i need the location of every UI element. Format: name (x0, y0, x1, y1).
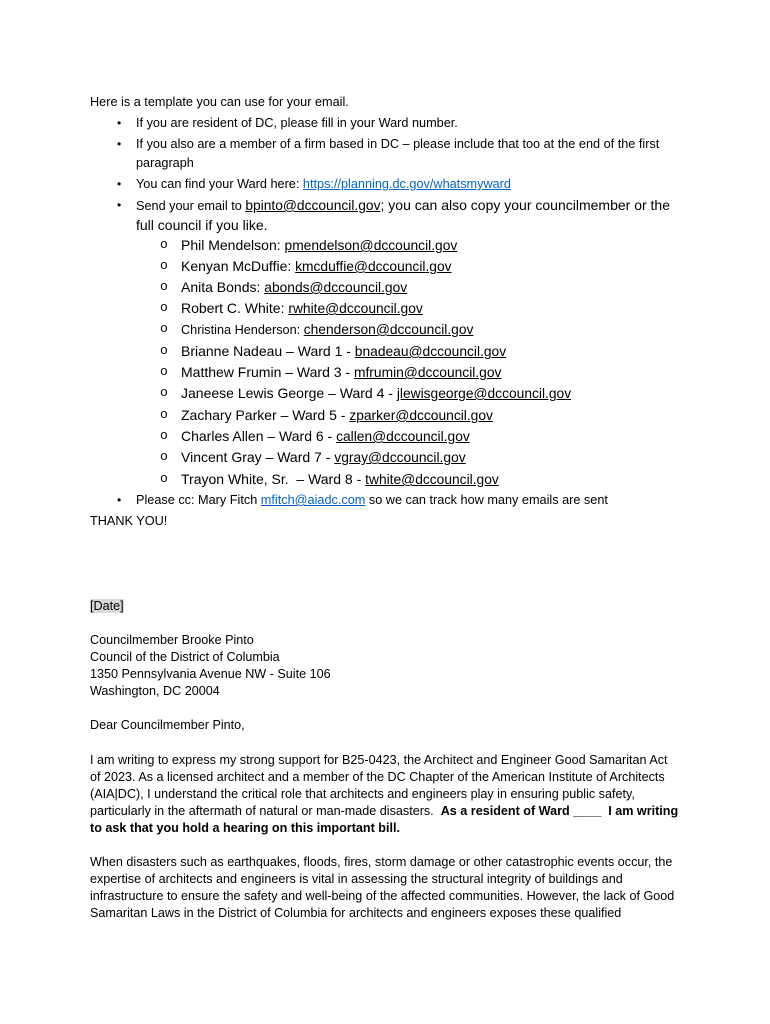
sub-bullet-marker: o (160, 407, 168, 422)
whatsmyward-link[interactable]: https://planning.dc.gov/whatsmyward (302, 177, 511, 191)
paragraph1-line (90, 820, 400, 837)
paragraph1-line: I am writing to express my strong support for B25-0423, the Architect and Engineer Good Samaritan Act (90, 753, 668, 767)
councilmember-item (181, 235, 457, 255)
paragraph1-line: of 2023. As a licensed architect and a member of the DC Chapter of the American Institute of Architects (90, 770, 665, 784)
councilmember-item (181, 447, 466, 467)
sub-bullet-marker: o (160, 300, 168, 315)
sub-bullet-marker: o (160, 428, 168, 443)
councilmember-name: Phil Mendelson: (181, 237, 285, 253)
date-line (90, 598, 124, 615)
councilmember-email-link[interactable]: kmcduffie@dccouncil.gov (295, 259, 452, 274)
councilmember-name: Trayon White, Sr. – Ward 8 - (181, 471, 366, 487)
councilmember-name: Zachary Parker – Ward 5 - (181, 407, 350, 423)
councilmember-item (181, 469, 499, 489)
councilmember-email-link[interactable]: chenderson@dccouncil.gov (303, 322, 474, 337)
sub-bullet-marker: o (160, 321, 168, 336)
salutation: Dear Councilmember Pinto, (90, 718, 245, 732)
councilmember-item (181, 298, 423, 318)
bullet-find-ward (136, 174, 511, 194)
councilmember-name: Janeese Lewis George – Ward 4 - (181, 385, 397, 401)
bullet-send-email (136, 195, 670, 215)
councilmember-email-link[interactable]: zparker@dccouncil.gov (349, 408, 493, 423)
bullet-marker: • (117, 198, 122, 212)
bullet-marker: • (117, 493, 122, 507)
date-placeholder: [Date] (90, 599, 124, 613)
bullet-cc (136, 490, 608, 510)
cc-text: Please cc: Mary Fitch (136, 493, 261, 507)
councilmember-name: Robert C. White: (181, 300, 289, 316)
paragraph2-line: Samaritan Laws in the District of Columbia for architects and engineers exposes these qualified (90, 906, 622, 920)
councilmember-email-link[interactable]: vgray@dccouncil.gov (334, 450, 466, 465)
councilmember-name: Kenyan McDuffie: (181, 258, 296, 274)
councilmember-email-link[interactable]: bnadeau@dccouncil.gov (354, 344, 507, 359)
sub-bullet-marker: o (160, 471, 168, 486)
councilmember-item (181, 341, 506, 361)
bullet-firm-line: If you also are a member of a firm based in DC – please include that too at the end of the first (136, 137, 660, 151)
bullet-firm-line: paragraph (136, 156, 194, 170)
councilmember-email-link[interactable]: callen@dccouncil.gov (336, 429, 470, 444)
find-ward-text: You can find your Ward here: (136, 177, 303, 191)
councilmember-item (181, 426, 470, 446)
sub-bullet-marker: o (160, 343, 168, 358)
intro-text: Here is a template you can use for your email. (90, 95, 349, 109)
paragraph1-bold-text: As a resident of Ward ____ I am writing (440, 804, 679, 818)
councilmember-email-link[interactable]: pmendelson@dccouncil.gov (284, 238, 458, 253)
bpinto-email-link[interactable]: bpinto@dccouncil.gov (245, 198, 381, 213)
mfitch-email-link[interactable]: mfitch@aiadc.com (260, 493, 366, 507)
councilmember-item (181, 383, 571, 403)
thank-you-text: THANK YOU! (90, 514, 168, 528)
sub-bullet-marker: o (160, 279, 168, 294)
send-email-rest-line: full council if you like. (136, 217, 268, 233)
sub-bullet-marker: o (160, 364, 168, 379)
sub-bullet-marker: o (160, 258, 168, 273)
bullet-marker: • (117, 116, 122, 130)
councilmember-email-link[interactable]: abonds@dccouncil.gov (264, 280, 408, 295)
councilmember-name: Christina Henderson: (181, 323, 304, 337)
paragraph1-text: particularly in the aftermath of natural or man-made disasters. (90, 804, 441, 818)
paragraph1-line: (AIA|DC), I understand the critical role that architects and engineers play in ensuring public safety, (90, 787, 635, 801)
sub-bullet-marker: o (160, 237, 168, 252)
councilmember-name: Matthew Frumin – Ward 3 - (181, 364, 354, 380)
councilmember-name: Vincent Gray – Ward 7 - (181, 449, 335, 465)
sub-bullet-marker: o (160, 385, 168, 400)
paragraph2-line: expertise of architects and engineers is vital in assessing the structural integrity of buildings and (90, 872, 623, 886)
bullet-marker: • (117, 177, 122, 191)
bullet-marker: • (117, 137, 122, 151)
address-line: Councilmember Brooke Pinto (90, 633, 254, 647)
councilmember-name: Charles Allen – Ward 6 - (181, 428, 337, 444)
paragraph1-bold-text: to ask that you hold a hearing on this important bill. (90, 821, 400, 835)
councilmember-name: Brianne Nadeau – Ward 1 - (181, 343, 355, 359)
councilmember-item (181, 319, 473, 339)
address-line: Council of the District of Columbia (90, 650, 280, 664)
send-email-text: Send your email to (136, 199, 246, 213)
cc-rest: so we can track how many emails are sent (365, 493, 608, 507)
councilmember-email-link[interactable]: rwhite@dccouncil.gov (288, 301, 423, 316)
councilmember-item (181, 405, 493, 425)
paragraph2-line: When disasters such as earthquakes, floods, fires, storm damage or other catastrophic events occur, the (90, 855, 673, 869)
bullet-ward-number: If you are resident of DC, please fill in your Ward number. (136, 116, 458, 130)
address-line: 1350 Pennsylvania Avenue NW - Suite 106 (90, 667, 331, 681)
councilmember-email-link[interactable]: twhite@dccouncil.gov (365, 472, 499, 487)
councilmember-item (181, 256, 452, 276)
councilmember-name: Anita Bonds: (181, 279, 265, 295)
address-line: Washington, DC 20004 (90, 684, 220, 698)
sub-bullet-marker: o (160, 449, 168, 464)
send-email-rest: ; you can also copy your councilmember or the (380, 197, 670, 213)
councilmember-email-link[interactable]: mfrumin@dccouncil.gov (353, 365, 502, 380)
councilmember-item (181, 277, 407, 297)
paragraph2-line: infrastructure to ensure the safety and well-being of the affected communities. However, the lack of Good (90, 889, 675, 903)
paragraph1-line (90, 803, 678, 820)
councilmember-item (181, 362, 501, 382)
councilmember-email-link[interactable]: jlewisgeorge@dccouncil.gov (396, 386, 572, 401)
